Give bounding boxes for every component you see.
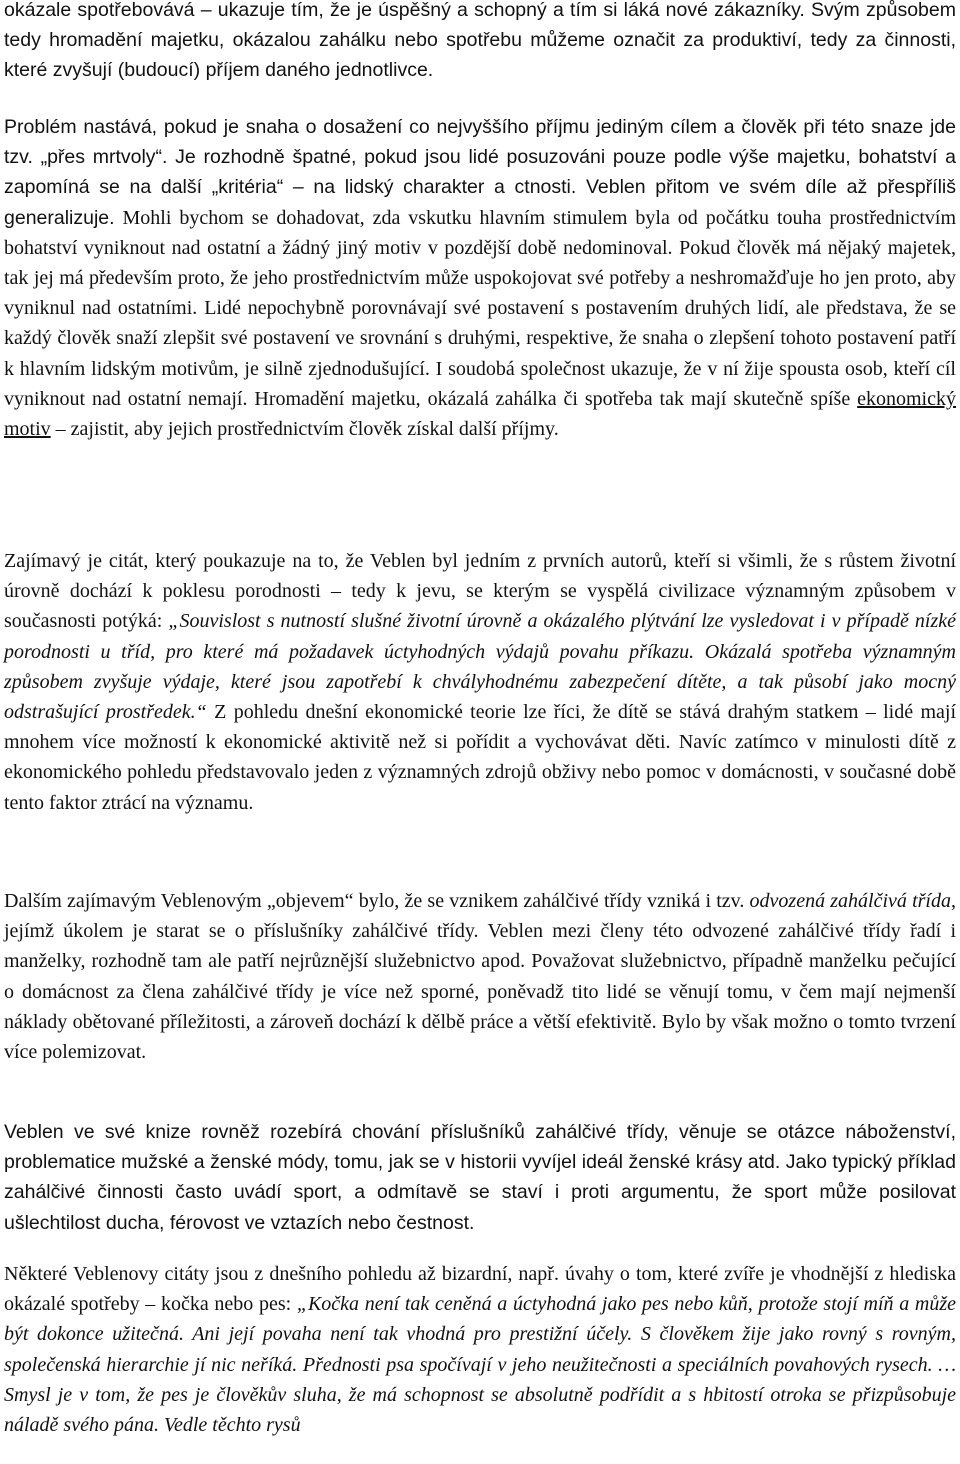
paragraph-2-text: Mohli bychom se dohadovat, zda vskutku hlavním stimulem byla od počátku touha prostřednictvím bohatství vyniknout nad ostatní a žádný jiný motiv v pozdější době nedominoval. Pokud člověk má nějaký majetek, tak jej má především proto, že jeho prostřednictvím může uspokojovat své potřeby a neshromažďuje ho jen proto, aby vyniknul nad ostatními. Lidé nepochybně porovnávají své postavení s postavením druhých lidí, ale představa, že se každý člověk snaží zlepšit své postavení ve srovnání s druhými, respektive, že snaha o zlepšení tohoto postavení patří k hlavním lidským motivům, je silně zjednodušující. I soudobá společnost ukazuje, že v ní žije spousta osob, kteří cíl vyniknout nad ostatní nemají. Hromadění majetku, okázalá zahálka či spotřeba tak mají skutečně spíše xyxy=(4,206,956,410)
paragraph-5-text: Veblen ve své knize rovněž rozebírá chování příslušníků zahálčivé třídy, věnuje se otázce náboženství, problematice mužské a ženské módy, tomu, jak se v historii vyvíjel ideál ženské krásy atd. Jako typický příklad zahálčivé činnosti často uvádí sport, a odmítavě se staví i proti argumentu, že sport může posilovat ušlechtilost ducha, férovost ve vztazích nebo čestnost. xyxy=(4,1121,956,1234)
quotation-italic: „Souvislost s nutností slušné životní úrovně a okázalého plýtvání lze vysledovat i v případě nízké porodnosti u tříd, pro které má požadavek úctyhodných výdajů povahu příkazu. Okázalá spotřeba významným způsobem zvyšuje výdaje, které jsou zapotřebí k chvályhodnému zabezpečení dítěte, a tak působí jako mocný odstrašující prostředek.“ xyxy=(4,610,956,724)
paragraph-3-tail: Z pohledu dnešní ekonomické teorie lze říci, že dítě se stává drahým statkem – lidé mají mnohem více možností k ekonomické aktivitě než si pořídit a vychovávat děti. Navíc zatímco v minulosti dítě z ekonomického pohledu představovalo jeden z významných zdrojů obživy nebo pomoc v domácnosti, v současné době tento faktor ztrácí na významu. xyxy=(4,701,957,814)
paragraph-4-text: Dalším zajímavým Veblenovým „objevem“ bylo, že se vznikem zahálčivé třídy vzniká i tzv. xyxy=(4,890,750,912)
paragraph-1-text: okázale spotřebovává – ukazuje tím, že je úspěšný a schopný a tím si láká nové zákazníky. Svým způsobem tedy hromadění majetku, okázalou zahálku nebo spotřebu můžeme označit za produktiví, tedy za činnosti, které zvyšují (budoucí) příjem daného jednotlivce. xyxy=(4,0,956,82)
paragraph-2-sans-text: Problém nastává, pokud je snaha o dosažení co nejvyššího příjmu jediným cílem a člověk při této snaze jde tzv. „přes mrtvoly“. Je rozhodně špatné, pokud jsou lidé posuzováni pouze podle výše majetku, bohatství a zapomíná se na další „kritéria“ – na lidský charakter a ctnosti. Veblen přitom ve svém díle až přespříliš generalizuje. xyxy=(4,116,956,229)
italic-term: odvozená zahálčivá třída xyxy=(749,890,951,912)
quotation-italic: „Kočka není tak ceněná a úctyhodná jako pes nebo kůň, protože stojí míň a může být dokonce užitečná. Ani její povaha není tak vhodná pro prestižní účely. S člověkem žije jako rovný s rovným, společenská hierarchie jí nic neříká. Přednosti psa spočívají v jeho neužitečnosti a speciálních povahových rysech. …Smysl je v tom, že pes je člověkův sluha, že má schopnost se absolutně podřídit a s hbitostí otroka se přizpůsobuje náladě svého pána. Vedle těchto rysů xyxy=(4,1293,956,1437)
paragraph-3-text: Zajímavý je citát, který poukazuje na to, že Veblen byl jedním z prvních autorů, kteří si všimli, že s růstem životní úrovně dochází k poklesu porodnosti – tedy k jevu, se kterým se vyspělá civilizace významným způsobem v současnosti potýká: xyxy=(4,550,956,633)
paragraph-1 xyxy=(4,0,956,86)
paragraph-3 xyxy=(4,546,956,818)
paragraph-4 xyxy=(4,886,956,1067)
paragraph-5 xyxy=(4,1117,956,1238)
paragraph-6-text: Některé Veblenovy citáty jsou z dnešního pohledu až bizardní, např. úvahy o tom, které zvíře je vhodnější z hlediska okázalé spotřeby – kočka nebo pes: xyxy=(4,1263,956,1316)
paragraph-4-tail: , jejímž úkolem je starat se o příslušníky zahálčivé třídy. Veblen mezi členy této odvozené zahálčivé třídy řadí i manželky, rozhodně tam ale patří nejrůznější služebnictvo apod. Považovat služebnictvo, případně manželku pečující o domácnost za člena zahálčivé třídy je více než sporné, poněvadž tito lidé se věnují tomu, v čem mají nejmenší náklady obětované příležitosti, a zároveň dochází k dělbě práce a větší efektivitě. Bylo by však možno o tomto tvrzení více polemizovat. xyxy=(4,890,956,1064)
paragraph-2-tail: – zajistit, aby jejich prostřednictvím člověk získal další příjmy. xyxy=(50,418,559,441)
paragraph-6 xyxy=(4,1259,956,1440)
underlined-phrase: ekonomický motiv xyxy=(4,387,956,441)
paragraph-2 xyxy=(4,112,956,444)
